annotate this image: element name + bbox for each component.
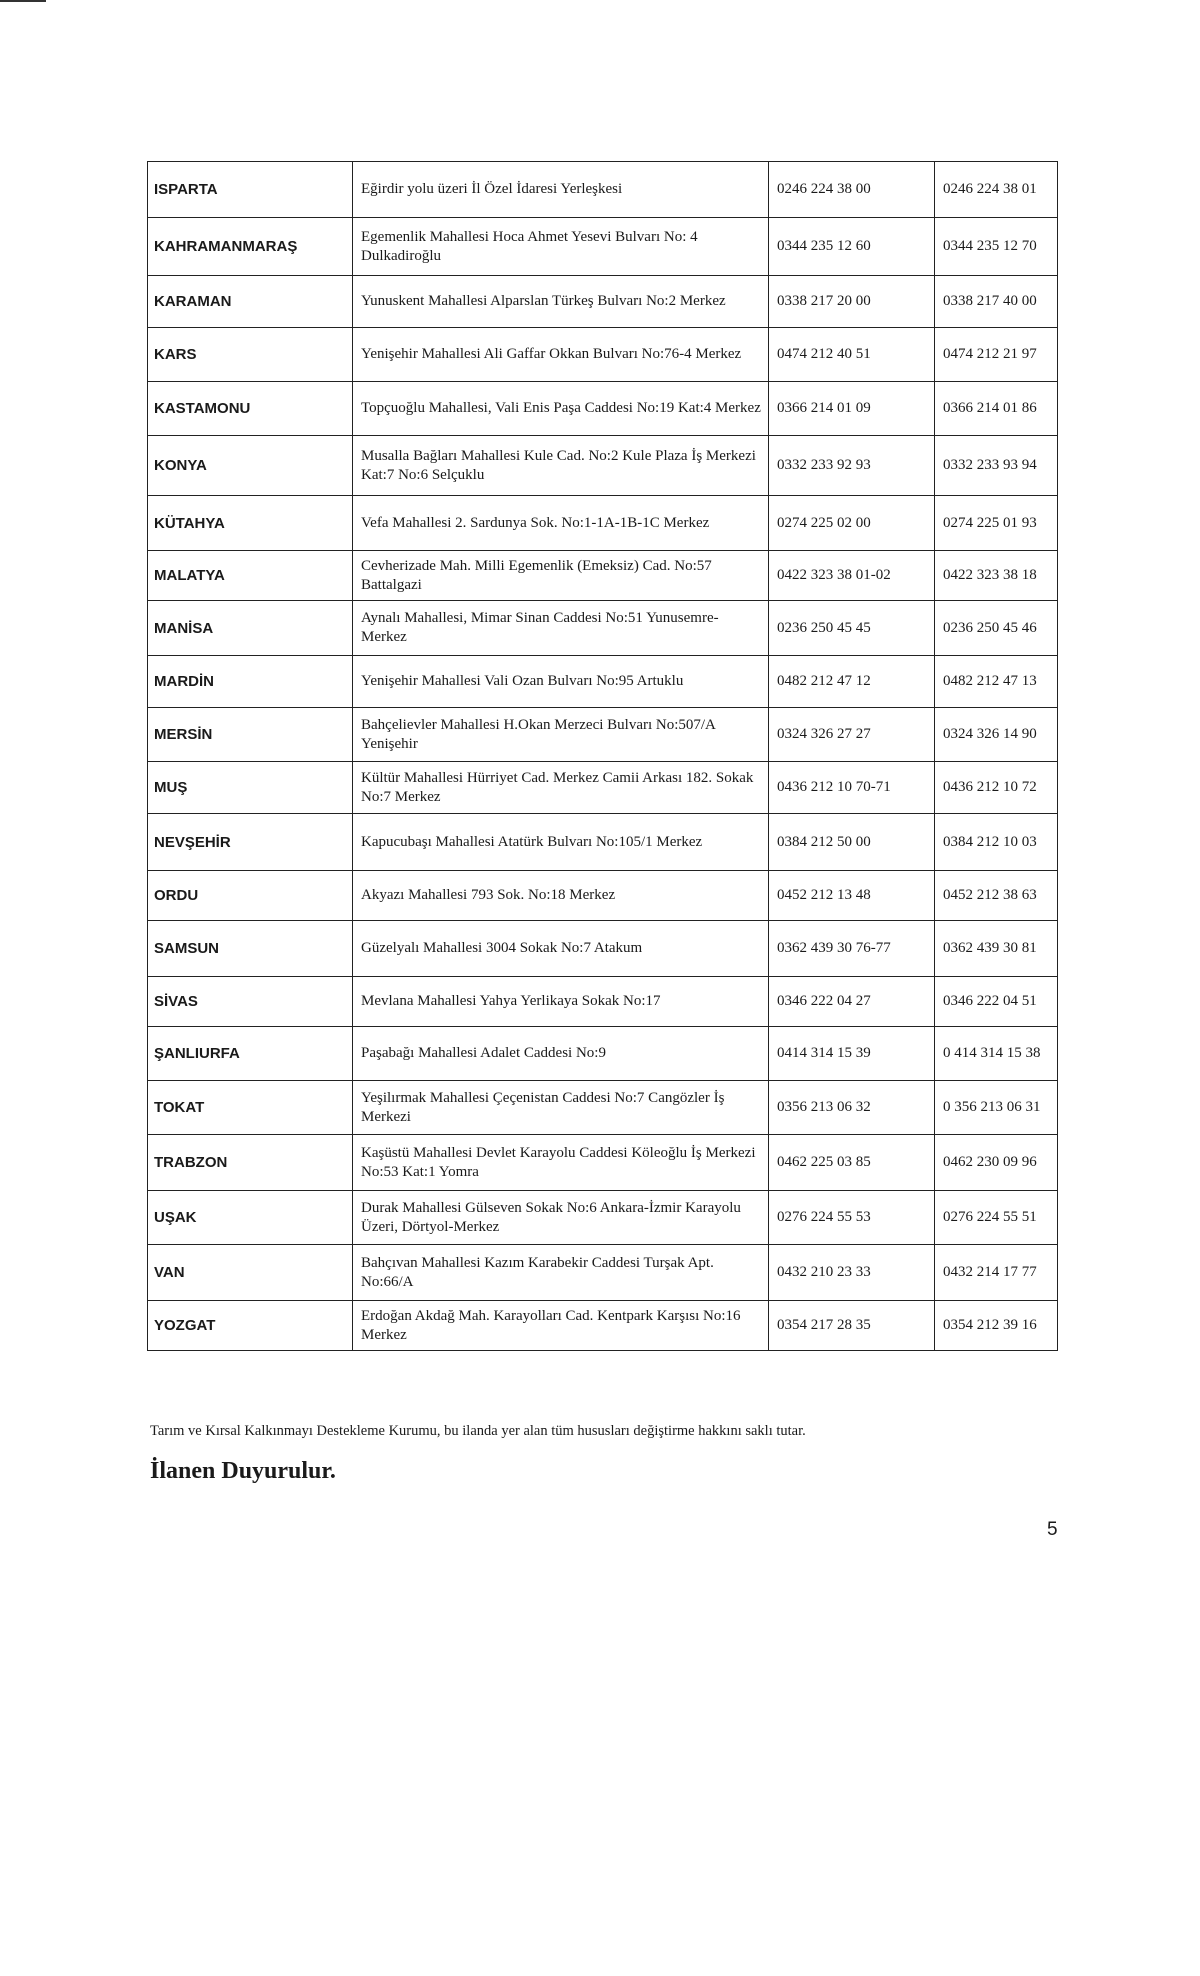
phone-cell: 0474 212 40 51 (769, 328, 935, 382)
province-cell: MARDİN (148, 656, 353, 708)
fax-cell: 0344 235 12 70 (935, 218, 1058, 276)
table-row (148, 814, 1058, 871)
phone-cell: 0362 439 30 76-77 (769, 921, 935, 977)
address-cell: Akyazı Mahallesi 793 Sok. No:18 Merkez (353, 871, 769, 921)
address-cell: Topçuoğlu Mahallesi, Vali Enis Paşa Caddesi No:19 Kat:4 Merkez (353, 382, 769, 436)
table-row (148, 436, 1058, 496)
fax-cell: 0362 439 30 81 (935, 921, 1058, 977)
province-cell: VAN (148, 1245, 353, 1301)
address-cell: Yunuskent Mahallesi Alparslan Türkeş Bulvarı No:2 Merkez (353, 276, 769, 328)
fax-cell: 0436 212 10 72 (935, 762, 1058, 814)
table-row (148, 871, 1058, 921)
fax-cell: 0276 224 55 51 (935, 1191, 1058, 1245)
fax-cell: 0482 212 47 13 (935, 656, 1058, 708)
table-row (148, 382, 1058, 436)
fax-cell: 0474 212 21 97 (935, 328, 1058, 382)
table-row (148, 1191, 1058, 1245)
province-cell: SAMSUN (148, 921, 353, 977)
fax-cell: 0346 222 04 51 (935, 977, 1058, 1027)
phone-cell: 0346 222 04 27 (769, 977, 935, 1027)
page-number: 5 (1047, 1519, 1058, 1540)
province-cell: KARS (148, 328, 353, 382)
province-cell: KASTAMONU (148, 382, 353, 436)
phone-cell: 0366 214 01 09 (769, 382, 935, 436)
table-row (148, 656, 1058, 708)
phone-cell: 0332 233 92 93 (769, 436, 935, 496)
fax-cell: 0354 212 39 16 (935, 1301, 1058, 1351)
phone-cell: 0236 250 45 45 (769, 601, 935, 656)
table-row (148, 162, 1058, 218)
phone-cell: 0452 212 13 48 (769, 871, 935, 921)
corner-mark (0, 0, 46, 2)
address-cell: Durak Mahallesi Gülseven Sokak No:6 Ankara-İzmir Karayolu Üzeri, Dörtyol-Merkez (353, 1191, 769, 1245)
phone-cell: 0354 217 28 35 (769, 1301, 935, 1351)
phone-cell: 0384 212 50 00 (769, 814, 935, 871)
fax-cell: 0274 225 01 93 (935, 496, 1058, 551)
province-cell: MERSİN (148, 708, 353, 762)
phone-cell: 0276 224 55 53 (769, 1191, 935, 1245)
address-cell: Aynalı Mahallesi, Mimar Sinan Caddesi No:51 Yunusemre-Merkez (353, 601, 769, 656)
province-cell: MANİSA (148, 601, 353, 656)
address-cell: Mevlana Mahallesi Yahya Yerlikaya Sokak No:17 (353, 977, 769, 1027)
table-row (148, 1027, 1058, 1081)
phone-cell: 0324 326 27 27 (769, 708, 935, 762)
table-row (148, 708, 1058, 762)
phone-cell: 0274 225 02 00 (769, 496, 935, 551)
fax-cell: 0 414 314 15 38 (935, 1027, 1058, 1081)
offices-table-body (148, 162, 1058, 1351)
table-row (148, 1135, 1058, 1191)
phone-cell: 0414 314 15 39 (769, 1027, 935, 1081)
table-row (148, 762, 1058, 814)
address-cell: Paşabağı Mahallesi Adalet Caddesi No:9 (353, 1027, 769, 1081)
province-cell: SİVAS (148, 977, 353, 1027)
fax-cell: 0338 217 40 00 (935, 276, 1058, 328)
fax-cell: 0452 212 38 63 (935, 871, 1058, 921)
province-cell: KARAMAN (148, 276, 353, 328)
province-cell: TRABZON (148, 1135, 353, 1191)
address-cell: Bahçelievler Mahallesi H.Okan Merzeci Bulvarı No:507/A Yenişehir (353, 708, 769, 762)
province-cell: ORDU (148, 871, 353, 921)
table-row (148, 1081, 1058, 1135)
phone-cell: 0338 217 20 00 (769, 276, 935, 328)
address-cell: Yenişehir Mahallesi Vali Ozan Bulvarı No:95 Artuklu (353, 656, 769, 708)
address-cell: Erdoğan Akdağ Mah. Karayolları Cad. Kentpark Karşısı No:16 Merkez (353, 1301, 769, 1351)
phone-cell: 0462 225 03 85 (769, 1135, 935, 1191)
offices-table (147, 161, 1058, 1351)
address-cell: Eğirdir yolu üzeri İl Özel İdaresi Yerleşkesi (353, 162, 769, 218)
address-cell: Kültür Mahallesi Hürriyet Cad. Merkez Camii Arkası 182. Sokak No:7 Merkez (353, 762, 769, 814)
address-cell: Egemenlik Mahallesi Hoca Ahmet Yesevi Bulvarı No: 4 Dulkadiroğlu (353, 218, 769, 276)
province-cell: KONYA (148, 436, 353, 496)
province-cell: UŞAK (148, 1191, 353, 1245)
province-cell: ISPARTA (148, 162, 353, 218)
province-cell: KAHRAMANMARAŞ (148, 218, 353, 276)
province-cell: YOZGAT (148, 1301, 353, 1351)
province-cell: MALATYA (148, 551, 353, 601)
address-cell: Güzelyalı Mahallesi 3004 Sokak No:7 Atakum (353, 921, 769, 977)
table-row (148, 921, 1058, 977)
phone-cell: 0432 210 23 33 (769, 1245, 935, 1301)
table-row (148, 496, 1058, 551)
fax-cell: 0332 233 93 94 (935, 436, 1058, 496)
fax-cell: 0422 323 38 18 (935, 551, 1058, 601)
fax-cell: 0246 224 38 01 (935, 162, 1058, 218)
fax-cell: 0432 214 17 77 (935, 1245, 1058, 1301)
province-cell: NEVŞEHİR (148, 814, 353, 871)
table-row (148, 218, 1058, 276)
table-row (148, 977, 1058, 1027)
province-cell: KÜTAHYA (148, 496, 353, 551)
fax-cell: 0384 212 10 03 (935, 814, 1058, 871)
province-cell: ŞANLIURFA (148, 1027, 353, 1081)
fax-cell: 0 356 213 06 31 (935, 1081, 1058, 1135)
address-cell: Vefa Mahallesi 2. Sardunya Sok. No:1-1A-1B-1C Merkez (353, 496, 769, 551)
phone-cell: 0436 212 10 70-71 (769, 762, 935, 814)
table-row (148, 276, 1058, 328)
address-cell: Bahçıvan Mahallesi Kazım Karabekir Caddesi Turşak Apt. No:66/A (353, 1245, 769, 1301)
footer-note: Tarım ve Kırsal Kalkınmayı Destekleme Kurumu, bu ilanda yer alan tüm hususları değiştirme hakkını saklı tutar. (150, 1423, 806, 1439)
fax-cell: 0462 230 09 96 (935, 1135, 1058, 1191)
fax-cell: 0236 250 45 46 (935, 601, 1058, 656)
fax-cell: 0366 214 01 86 (935, 382, 1058, 436)
address-cell: Cevherizade Mah. Milli Egemenlik (Emeksiz) Cad. No:57 Battalgazi (353, 551, 769, 601)
address-cell: Musalla Bağları Mahallesi Kule Cad. No:2 Kule Plaza İş Merkezi Kat:7 No:6 Selçuklu (353, 436, 769, 496)
province-cell: MUŞ (148, 762, 353, 814)
table-row (148, 328, 1058, 382)
fax-cell: 0324 326 14 90 (935, 708, 1058, 762)
phone-cell: 0356 213 06 32 (769, 1081, 935, 1135)
phone-cell: 0422 323 38 01-02 (769, 551, 935, 601)
address-cell: Kapucubaşı Mahallesi Atatürk Bulvarı No:105/1 Merkez (353, 814, 769, 871)
phone-cell: 0246 224 38 00 (769, 162, 935, 218)
table-row (148, 1301, 1058, 1351)
table-row (148, 1245, 1058, 1301)
address-cell: Yenişehir Mahallesi Ali Gaffar Okkan Bulvarı No:76-4 Merkez (353, 328, 769, 382)
province-cell: TOKAT (148, 1081, 353, 1135)
address-cell: Yeşilırmak Mahallesi Çeçenistan Caddesi No:7 Cangözler İş Merkezi (353, 1081, 769, 1135)
table-row (148, 601, 1058, 656)
table-row (148, 551, 1058, 601)
phone-cell: 0482 212 47 12 (769, 656, 935, 708)
address-cell: Kaşüstü Mahallesi Devlet Karayolu Caddesi Köleoğlu İş Merkezi No:53 Kat:1 Yomra (353, 1135, 769, 1191)
closing-statement: İlanen Duyurulur. (150, 1458, 336, 1484)
phone-cell: 0344 235 12 60 (769, 218, 935, 276)
